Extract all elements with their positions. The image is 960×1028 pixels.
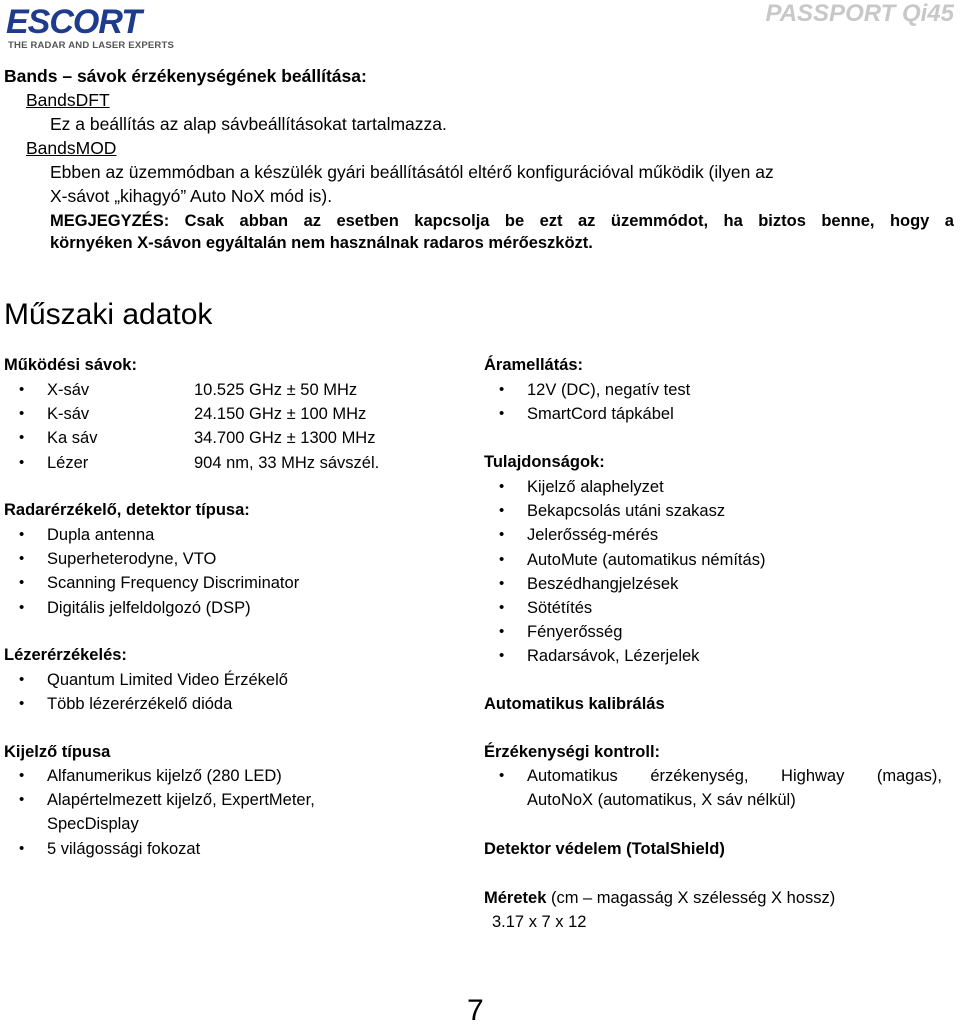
list-item: • Jelerősség-mérés (484, 523, 954, 547)
bands-heading: Működési sávok: (4, 356, 137, 374)
power-list (484, 378, 954, 426)
list-item: • Scanning Frequency Discriminator (4, 571, 464, 595)
note-line-2: környéken X-sávon egyáltalán nem használnak radaros mérőeszközt. (50, 234, 593, 252)
escort-logo (6, 3, 175, 54)
specs-title: Műszaki adatok (4, 298, 213, 331)
list-item: • Ka sáv 34.700 GHz ± 1300 MHz (4, 426, 464, 450)
list-item: • Alfanumerikus kijelző (280 LED) (4, 764, 464, 788)
note-line-1: MEGJEGYZÉS: Csak abban az esetben kapcsolja be ezt az üzemmódot, ha biztos benne, hogy a (50, 212, 954, 230)
list-item: • Beszédhangjelzések (484, 572, 954, 596)
list-item: • Alapértelmezett kijelző, ExpertMeter, SpecDisplay (4, 788, 464, 836)
list-item: • Quantum Limited Video Érzékelő (4, 668, 464, 692)
bands-dft-desc: Ez a beállítás az alap sávbeállításokat tartalmazza. (50, 114, 447, 134)
display-list (4, 764, 464, 861)
list-item: • Automatikus érzékenység, Highway (magas), AutoNoX (automatikus, X sáv nélkül) (484, 764, 942, 812)
dimensions-label: Méretek (484, 889, 547, 907)
list-item: • Bekapcsolás utáni szakasz (484, 499, 954, 523)
bands-mod-label: BandsMOD (26, 138, 117, 158)
logo-tagline: THE RADAR AND LASER EXPERTS (8, 40, 175, 51)
list-item: • Dupla antenna (4, 523, 464, 547)
sensitivity-heading: Érzékenységi kontroll: (484, 743, 661, 761)
features-list (484, 475, 954, 669)
list-item: • Superheterodyne, VTO (4, 547, 464, 571)
radar-list (4, 523, 464, 620)
list-item: • Sötétítés (484, 596, 954, 620)
display-heading: Kijelző típusa (4, 743, 111, 761)
list-item: • Több lézerérzékelő dióda (4, 692, 464, 716)
sensitivity-list (484, 764, 942, 812)
list-item: • AutoMute (automatikus némítás) (484, 548, 954, 572)
page-number: 7 (467, 994, 484, 1027)
bands-list (4, 378, 464, 475)
bands-mod-desc-2: X-sávot „kihagyó” Auto NoX mód is). (50, 186, 333, 206)
laser-heading: Lézerérzékelés: (4, 646, 127, 664)
list-item: • Radarsávok, Lézerjelek (484, 644, 954, 668)
dimensions-line (484, 886, 835, 910)
product-title: PASSPORT Qi45 (765, 0, 954, 27)
bands-title: Bands – sávok érzékenységének beállítása: (4, 66, 367, 86)
power-heading: Áramellátás: (484, 356, 584, 374)
list-item: • Digitális jelfeldolgozó (DSP) (4, 596, 464, 620)
list-item: • Lézer 904 nm, 33 MHz sávszél. (4, 451, 464, 475)
bands-mod-desc-1: Ebben az üzemmódban a készülék gyári beállításától eltérő konfigurációval működik (ilyen az (50, 162, 774, 182)
features-heading: Tulajdonságok: (484, 453, 605, 471)
radar-heading: Radarérzékelő, detektor típusa: (4, 501, 250, 519)
laser-list (4, 668, 464, 716)
list-item: • 5 világossági fokozat (4, 837, 464, 861)
list-item: • 12V (DC), negatív test (484, 378, 954, 402)
list-item: • Kijelző alaphelyzet (484, 475, 954, 499)
list-item: • K-sáv 24.150 GHz ± 100 MHz (4, 402, 464, 426)
list-item: • X-sáv 10.525 GHz ± 50 MHz (4, 378, 464, 402)
dimensions-desc: (cm – magasság X szélesség X hossz) (550, 889, 836, 907)
bands-dft-label: BandsDFT (26, 90, 110, 110)
shield-heading: Detektor védelem (TotalShield) (484, 840, 725, 858)
autocal-heading: Automatikus kalibrálás (484, 695, 665, 713)
list-item: • Fényerősség (484, 620, 954, 644)
dimensions-value: 3.17 x 7 x 12 (492, 913, 587, 931)
list-item: • SmartCord tápkábel (484, 402, 954, 426)
logo-wordmark: ESCORT (6, 3, 142, 41)
